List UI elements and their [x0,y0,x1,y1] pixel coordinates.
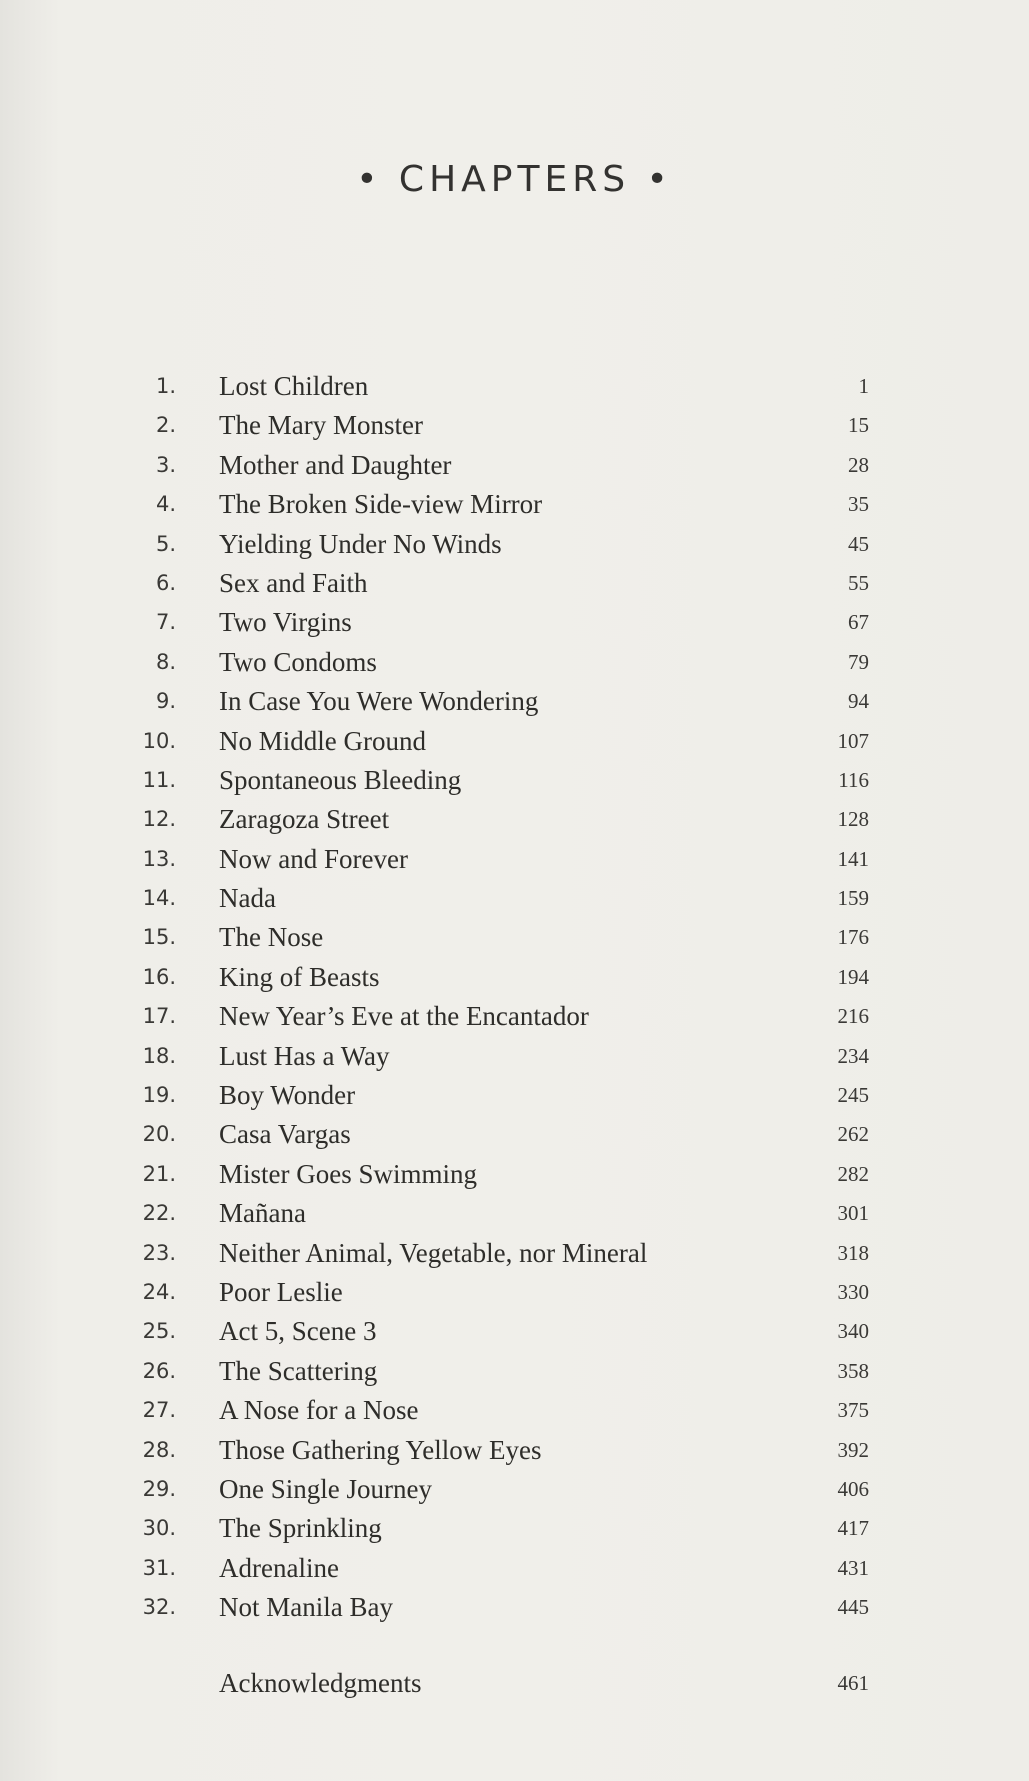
chapter-row [0,1115,1029,1154]
chapter-number: 30. [142,1516,176,1541]
chapter-title: Nada [219,883,276,914]
chapter-page-number: 392 [837,1437,869,1462]
chapter-title: Sex and Faith [219,567,368,598]
chapter-row [0,643,1029,682]
chapter-page-number: 245 [837,1083,869,1108]
chapter-row [0,485,1029,524]
chapter-page-number: 282 [837,1161,869,1186]
chapter-title: One Single Journey [219,1473,432,1504]
chapter-page-number: 55 [848,570,869,595]
acknowledgments-page: 461 [837,1671,869,1695]
chapter-page-number: 234 [837,1043,869,1068]
chapter-row [0,1391,1029,1430]
chapter-page-number: 1 [858,374,869,398]
chapter-row [0,1234,1029,1273]
chapter-row [0,603,1029,642]
chapter-row [0,446,1029,485]
chapter-page-number: 417 [837,1516,869,1541]
chapter-number: 7. [155,610,176,635]
chapter-title: New Year’s Eve at the Encantador [219,1001,589,1032]
chapter-title: Yielding Under No Winds [219,528,502,559]
chapter-number: 15. [142,925,176,950]
chapter-number: 29. [142,1476,176,1501]
chapter-row [0,800,1029,839]
chapter-number: 32. [142,1595,176,1620]
chapter-page-number: 176 [837,925,869,950]
chapter-page-number: 79 [848,649,869,674]
chapter-number: 3. [155,452,176,477]
chapter-number: 20. [142,1122,176,1147]
chapter-row [0,1470,1029,1509]
chapter-title: The Nose [219,922,324,953]
chapter-page-number: 94 [848,689,869,714]
chapter-row [0,1155,1029,1194]
chapter-number: 4. [155,492,176,517]
chapter-row [0,525,1029,564]
chapter-title: Boy Wonder [219,1080,356,1111]
page-title: • CHAPTERS • [356,159,673,200]
chapter-number: 31. [142,1555,176,1580]
chapter-title: Lost Children [219,371,369,401]
acknowledgments-row [0,1663,1029,1703]
chapter-page-number: 340 [837,1319,869,1344]
chapter-row [0,367,1029,406]
chapter-title: Mister Goes Swimming [219,1158,478,1189]
chapter-title: Mother and Daughter [219,449,452,480]
chapter-title: Two Virgins [219,607,352,638]
chapter-row [0,722,1029,761]
chapter-title: Poor Leslie [219,1276,343,1307]
chapter-row [0,761,1029,800]
chapter-page-number: 406 [837,1476,869,1501]
chapter-row [0,406,1029,445]
chapter-page-number: 445 [837,1595,869,1620]
chapter-number: 1. [155,374,176,398]
chapter-title: The Broken Side-view Mirror [219,489,543,520]
chapter-row [0,1037,1029,1076]
chapter-row [0,1273,1029,1312]
chapter-title: Not Manila Bay [219,1592,393,1623]
chapter-number: 24. [142,1279,176,1304]
chapter-number: 10. [142,728,176,753]
chapter-page-number: 141 [837,846,869,871]
chapter-title: King of Beasts [219,961,380,992]
chapter-row [0,1194,1029,1233]
chapter-title: Now and Forever [219,843,408,874]
chapter-number: 8. [155,649,176,674]
chapter-page-number: 67 [848,610,869,635]
chapter-row [0,918,1029,957]
chapter-title: A Nose for a Nose [219,1395,419,1426]
chapter-title: Those Gathering Yellow Eyes [219,1434,542,1465]
chapter-page-number: 28 [848,452,869,477]
chapter-number: 21. [142,1161,176,1186]
chapter-page-number: 301 [837,1201,869,1226]
chapter-page-number: 194 [837,964,869,989]
chapter-row [0,879,1029,918]
acknowledgments-title: Acknowledgments [219,1668,422,1698]
chapter-row [0,1352,1029,1391]
chapter-title: Lust Has a Way [219,1040,390,1071]
chapter-row [0,1312,1029,1351]
chapter-page-number: 358 [837,1358,869,1383]
chapter-title: In Case You Were Wondering [219,686,539,717]
chapter-row [0,1549,1029,1588]
chapter-page-number: 107 [837,728,869,753]
chapter-page-number: 45 [848,531,869,556]
chapter-row [0,958,1029,997]
chapter-number: 22. [142,1201,176,1226]
chapter-page-number: 128 [837,807,869,832]
chapter-row [0,564,1029,603]
chapter-row [0,840,1029,879]
chapter-page-number: 262 [837,1122,869,1147]
chapter-number: 11. [142,767,176,792]
table-of-contents [0,367,1029,1628]
chapter-title: Mañana [219,1198,306,1229]
chapter-title: The Mary Monster [219,410,423,441]
chapter-row [0,1588,1029,1627]
chapter-page-number: 216 [837,1004,869,1029]
chapter-title: Spontaneous Bleeding [219,764,462,795]
chapter-number: 27. [142,1398,176,1423]
chapter-title: Adrenaline [219,1552,339,1583]
chapter-page-number: 15 [848,413,869,438]
chapter-title: Casa Vargas [219,1119,351,1150]
chapter-title: Zaragoza Street [219,804,390,835]
chapter-row [0,1509,1029,1548]
chapter-page-number: 159 [837,886,869,911]
chapter-page-number: 116 [838,767,869,792]
chapter-row [0,1076,1029,1115]
chapter-page-number: 431 [837,1555,869,1580]
chapter-number: 9. [155,689,176,714]
chapter-number: 6. [155,570,176,595]
chapter-number: 16. [142,964,176,989]
chapter-number: 12. [142,807,176,832]
chapter-number: 19. [142,1083,176,1108]
chapter-title: Two Condoms [219,646,377,677]
chapter-title: Act 5, Scene 3 [219,1316,377,1347]
chapter-title: The Scattering [219,1355,378,1386]
chapter-title: No Middle Ground [219,725,426,756]
chapter-title: The Sprinkling [219,1513,382,1544]
chapter-title: Neither Animal, Vegetable, nor Mineral [219,1237,648,1268]
chapter-number: 5. [155,531,176,556]
chapter-number: 25. [142,1319,176,1344]
chapter-row [0,682,1029,721]
chapter-row [0,997,1029,1036]
chapter-page-number: 375 [837,1398,869,1423]
chapter-number: 23. [142,1240,176,1265]
chapter-page-number: 330 [837,1279,869,1304]
chapter-number: 14. [142,886,176,911]
chapter-number: 28. [142,1437,176,1462]
chapter-number: 13. [142,846,176,871]
chapter-number: 18. [142,1043,176,1068]
chapter-page-number: 35 [848,492,869,517]
chapter-page-number: 318 [837,1240,869,1265]
chapter-number: 26. [142,1358,176,1383]
chapter-number: 17. [142,1004,176,1029]
chapter-row [0,1431,1029,1470]
chapter-number: 2. [155,413,176,438]
